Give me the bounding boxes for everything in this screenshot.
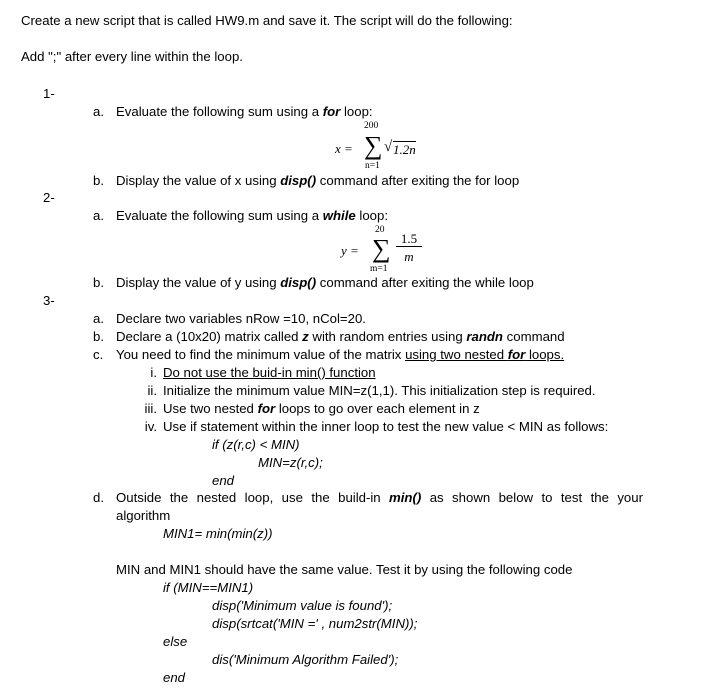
- code-disp-found-line: disp('Minimum value is found');: [212, 598, 393, 613]
- formula-x-radicand: 1.2n: [393, 142, 416, 157]
- sigma-icon: ∑: [372, 234, 391, 263]
- p1-b-text: Display the value of x using disp() command after exiting the for loop: [116, 173, 520, 188]
- p2-b-text: Display the value of y using disp() command after exiting the while loop: [116, 275, 534, 290]
- code-else-line: else: [163, 634, 188, 649]
- formula-x-upper: 200: [364, 121, 379, 131]
- sub-i-text: Do not use the buid-in min() function: [163, 365, 376, 380]
- formula-y-denominator: m: [404, 249, 414, 264]
- problem-1-number: 1-: [43, 86, 55, 101]
- code-assign-line: MIN=z(r,c);: [258, 455, 323, 470]
- code-if-equal-line: if (MIN==MIN1): [163, 580, 254, 595]
- problem-3-number: 3-: [43, 293, 55, 308]
- sub-ii-marker: ii.: [147, 383, 157, 398]
- keyword-randn: randn: [466, 329, 503, 344]
- keyword-disp: disp(): [280, 275, 317, 290]
- code-min1-line: MIN1= min(min(z)): [163, 526, 273, 541]
- p1-b-marker: b.: [93, 173, 104, 188]
- formula-y-lower: m=1: [370, 264, 388, 274]
- code-dis-failed-line: dis('Minimum Algorithm Failed');: [212, 652, 399, 667]
- sub-iii-text: Use two nested for loops to go over each element in z: [163, 401, 480, 416]
- p1-a-text: Evaluate the following sum using a for loop:: [116, 104, 373, 119]
- problem-2-number: 2-: [43, 190, 55, 205]
- p3-b-text: Declare a (10x20) matrix called z with random entries using randn command: [116, 329, 565, 344]
- code-disp-strcat-line: disp(srtcat('MIN =' , num2str(MIN));: [212, 616, 418, 631]
- sub-iii-marker: iii.: [144, 401, 157, 416]
- formula-y-upper: 20: [375, 225, 385, 235]
- formula-y-lhs: y =: [341, 243, 359, 258]
- p3-a-marker: a.: [93, 311, 104, 326]
- keyword-z: z: [302, 329, 309, 344]
- sqrt-icon: √: [384, 139, 393, 155]
- p3-b-marker: b.: [93, 329, 104, 344]
- code-end-line: end: [163, 670, 186, 685]
- p3-c-text: You need to find the minimum value of the matrix using two nested for loops.: [116, 347, 565, 362]
- sub-i-marker: i.: [150, 365, 157, 380]
- sub-iv-text: Use if statement within the inner loop to test the new value < MIN as follows:: [163, 419, 609, 434]
- p2-a-marker: a.: [93, 208, 104, 223]
- test-instruction-text: MIN and MIN1 should have the same value. Test it by using the following code: [116, 562, 573, 577]
- keyword-for: for: [322, 104, 341, 119]
- note-text: Add ";" after every line within the loop.: [21, 49, 243, 64]
- p3-d-line1: Outside the nested loop, use the build-in min() as shown below to test the your: [116, 490, 643, 505]
- p2-b-marker: b.: [93, 275, 104, 290]
- p1-a-marker: a.: [93, 104, 104, 119]
- p3-d-line2: algorithm: [116, 508, 171, 523]
- sub-ii-text: Initialize the minimum value MIN=z(1,1). This initialization step is required.: [163, 383, 596, 398]
- p3-a-text: Declare two variables nRow =10, nCol=20.: [116, 311, 366, 326]
- keyword-disp: disp(): [280, 173, 317, 188]
- p3-c-marker: c.: [93, 347, 104, 362]
- code-end-line: end: [212, 473, 235, 488]
- p2-a-text: Evaluate the following sum using a while loop:: [116, 208, 388, 223]
- code-if-line: if (z(r,c) < MIN): [212, 437, 300, 452]
- p3-d-marker: d.: [93, 490, 104, 505]
- sigma-icon: ∑: [364, 131, 383, 160]
- formula-x-lhs: x =: [335, 141, 353, 156]
- keyword-for: for: [507, 347, 526, 362]
- formula-x-lower: n=1: [365, 161, 380, 171]
- formula-y-numerator: 1.5: [396, 232, 422, 247]
- sub-iv-marker: iv.: [144, 419, 157, 434]
- keyword-min: min(): [389, 490, 422, 505]
- keyword-while: while: [322, 208, 356, 223]
- intro-text: Create a new script that is called HW9.m and save it. The script will do the following:: [21, 13, 513, 28]
- keyword-for: for: [257, 401, 276, 416]
